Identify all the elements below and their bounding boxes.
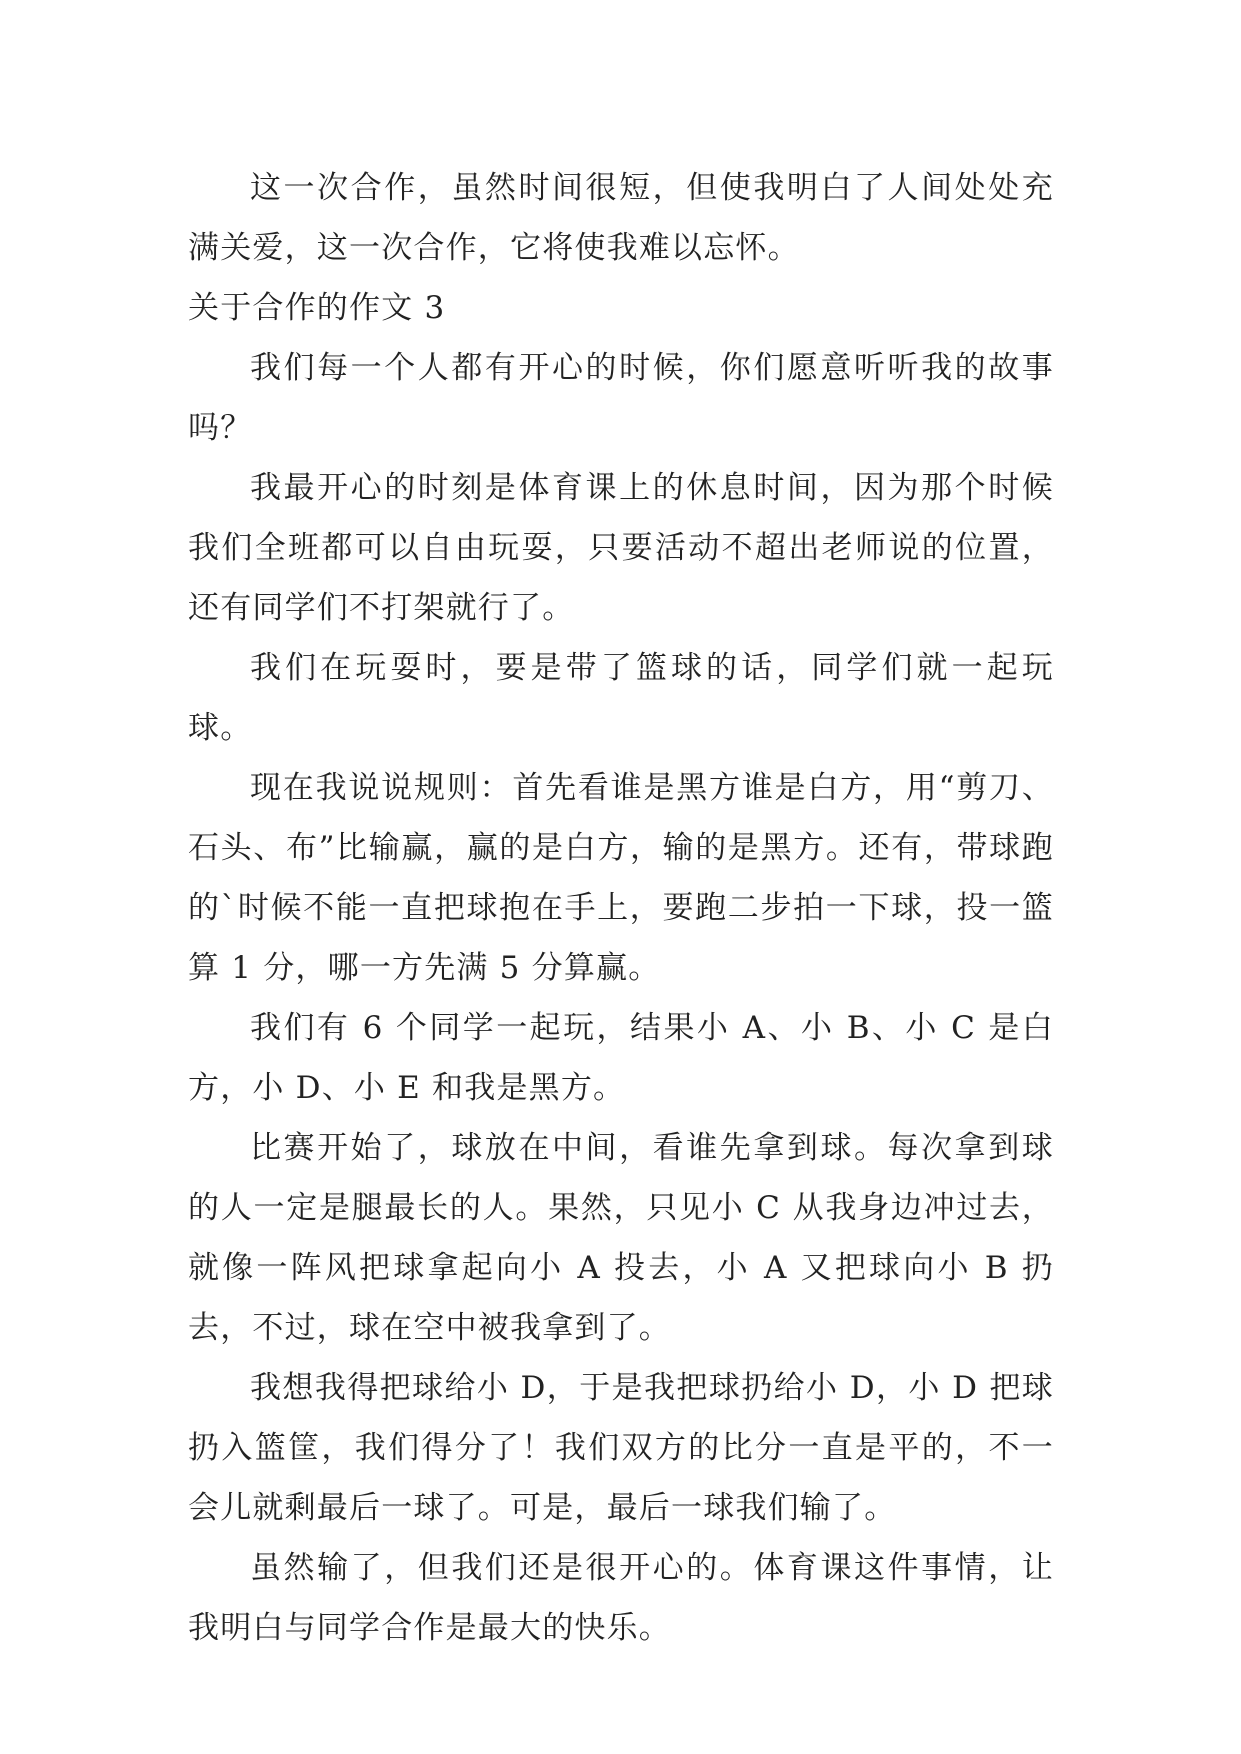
- paragraph: 我们每一个人都有开心的时候，你们愿意听听我的故事吗？: [188, 350, 1054, 446]
- paragraph: 我最开心的时刻是体育课上的休息时间，因为那个时候我们全班都可以自由玩耍，只要活动不超出老师说的位置，还有同学们不打架就行了。: [188, 470, 1054, 626]
- section-title: 关于合作的作文 3: [188, 290, 446, 326]
- paragraph: 我们有 6 个同学一起玩，结果小 A、小 B、小 C 是白方，小 D、小 E 和我是黑方。: [188, 1010, 1054, 1106]
- paragraph: 虽然输了，但我们还是很开心的。体育课这件事情，让我明白与同学合作是最大的快乐。: [188, 1550, 1054, 1646]
- paragraph: 现在我说说规则：首先看谁是黑方谁是白方，用“剪刀、石头、布”比输赢，赢的是白方，输的是黑方。还有，带球跑的`时候不能一直把球抱在手上，要跑二步拍一下球，投一篮算 1 分，哪一方先满 5 分算赢。: [188, 770, 1054, 986]
- intro-paragraph: 这一次合作，虽然时间很短，但使我明白了人间处处充满关爱，这一次合作，它将使我难以忘怀。: [188, 170, 1054, 266]
- paragraph: 比赛开始了，球放在中间，看谁先拿到球。每次拿到球的人一定是腿最长的人。果然，只见小 C 从我身边冲过去，就像一阵风把球拿起向小 A 投去，小 A 又把球向小 B 扔去，不过，球在空中被我拿到了。: [188, 1130, 1054, 1346]
- document-page: [188, 158, 1054, 1658]
- paragraph: 我想我得把球给小 D，于是我把球扔给小 D，小 D 把球扔入篮筐，我们得分了！我们双方的比分一直是平的，不一会儿就剩最后一球了。可是，最后一球我们输了。: [188, 1370, 1054, 1526]
- paragraph: 我们在玩耍时，要是带了篮球的话，同学们就一起玩球。: [188, 650, 1054, 746]
